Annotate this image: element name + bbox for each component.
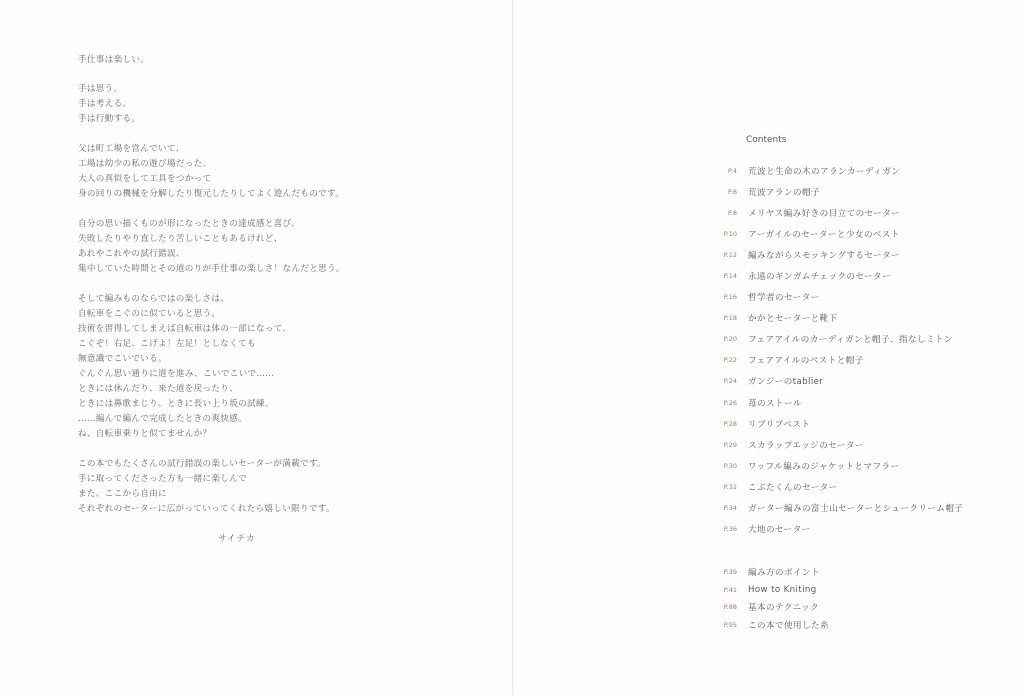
text-line: この本でもたくさんの試行錯誤の楽しいセーターが満載です。 [78,459,326,469]
toc-entry [703,455,963,476]
paragraph [78,142,344,202]
entry-title: 苺のストール [748,398,802,409]
toc-entry [703,329,963,350]
paragraph [78,53,149,68]
toc-entry [703,519,963,540]
text-line: ね、自転車乗りと似てませんか？ [78,429,212,439]
text-line: ときには休んだり、来た道を戻ったり、 [78,384,239,394]
toc-entry [703,616,829,634]
paragraph [78,217,345,277]
paragraph [78,292,291,442]
text-line: それぞれのセーターに広がっていってくれたら嬉しい限りです。 [78,504,335,514]
page-number: P.4 [727,166,737,175]
page-number: P.28 [723,419,737,428]
text-line: また、ここから自由に [78,489,167,499]
entry-title: ワッフル編みのジャケットとマフラー [748,461,900,472]
table-of-contents-extras [703,563,829,634]
page-number: P.41 [723,585,737,594]
text-line: そして編みものならではの楽しさは、 [78,294,230,304]
page-number: P.88 [723,603,737,612]
page-number: P.39 [723,567,737,576]
right-page [513,0,1024,695]
text-line: こぐぞ！右足、こげよ！左足！としなくても [78,339,256,349]
toc-entry [703,413,963,434]
text-line: 技術を習得してしまえば自転車は体の一部になって、 [78,324,292,334]
toc-entry [703,308,963,329]
entry-title: アーガイルのセーターと少女のベスト [748,229,900,240]
text-line: 自分の思い描くものが形になったときの達成感と喜び、 [78,219,301,229]
text-line: 手に取ってくださった方も一緒に楽しんで [78,474,247,484]
text-line: 自転車をこぐのに似ていると思う。 [78,309,221,319]
page-number: P.6 [727,187,737,196]
entry-title: 荒波と生命の木のアランカーディガン [748,166,901,177]
paragraph [78,457,335,517]
toc-entry [703,350,963,371]
page-number: P.24 [723,377,737,386]
text-line: 手仕事は楽しい。 [78,55,150,65]
text-line: ぐんぐん思い通りに道を進み、こいでこいで…… [78,369,275,379]
toc-entry [703,599,829,617]
entry-title: 編み方のポイント [748,567,820,578]
text-line: 手は行動する。 [78,114,141,124]
text-line: あれやこれやの試行錯誤、 [78,249,185,259]
page-number: P.22 [723,356,737,365]
page-number: P.14 [723,272,737,281]
toc-entry [703,498,963,519]
text-line: 手は思う。 [78,84,123,94]
entry-title: かかとセーターと靴下 [748,314,838,325]
page-number: P.26 [723,398,737,407]
text-line: 父は町工場を営んでいて、 [78,144,185,154]
page-number: P.36 [723,525,737,534]
toc-entry [703,244,963,265]
toc-entry [703,181,963,202]
page-number: P.16 [723,293,737,302]
text-line: 無意識でこいでいる。 [78,354,167,364]
text-line: 身の回りの機械を分解したり復元したりしてよく遊んだものです。 [78,189,345,199]
toc-entry [703,434,963,455]
entry-title: こぶたくんのセーター [748,482,838,493]
entry-title: メリヤス編み好きの目立てのセーター [748,208,901,219]
text-line: ……編んで編んで完成したときの爽快感。 [78,414,247,424]
toc-entry [703,476,963,497]
entry-title: リブリブベスト [748,419,811,430]
entry-title: ガンジーのtablier [748,377,824,388]
toc-entry [703,371,963,392]
entry-title: フェアアイルのベストと帽子 [748,356,864,367]
entry-title: この本で使用した糸 [748,621,829,632]
text-line: 大人の真似をして工具をつかって [78,174,212,184]
toc-entry [703,563,829,581]
entry-title: ガーター編みの富士山セーターとシュークリーム帽子 [748,504,964,515]
page-number: P.32 [723,482,737,491]
toc-entry [703,160,963,181]
page-number: P.20 [723,335,737,344]
entry-title: フェアアイルのカーディガンと帽子、指なしミトン [748,335,953,346]
text-line: 失敗したりやり直したり苦しいこともあるけれど、 [78,234,283,244]
page-number: P.10 [723,229,737,238]
toc-entry [703,202,963,223]
text-line: ときには鼻歌まじり、ときに長い上り坂の試練。 [78,399,274,409]
page-number: P.29 [723,440,737,449]
page-number: P.30 [723,461,737,470]
page-number: P.12 [723,250,737,259]
toc-entry [703,223,963,244]
entry-title: 荒波アランの帽子 [748,187,820,198]
toc-entry [703,392,963,413]
entry-title: 基本のテクニック [748,603,820,614]
toc-entry [703,265,963,286]
text-line: 集中していた時間とその道のりが手仕事の楽しさ！なんだと思う。 [78,264,345,274]
entry-title: 大地のセーター [748,525,811,536]
table-of-contents [703,160,963,540]
page-number: P.95 [723,621,737,630]
entry-title: 哲学者のセーター [748,293,820,304]
page-number: P.18 [723,314,737,323]
text-line: 工場は幼少の私の遊び場だった。 [78,159,212,169]
entry-title: 永遠のギンガムチェックのセーター [748,272,892,283]
toc-entry [703,581,829,599]
page-number: P.34 [723,504,737,513]
toc-entry [703,287,963,308]
entry-title: スカラップエッジのセーター [748,440,864,451]
entry-title: How to Kniting [748,584,817,595]
text-line: 手は考える。 [78,99,132,109]
entry-title: 編みながらスモッキングするセーター [748,250,901,261]
author-signature: サイチカ [218,534,256,544]
paragraph [78,82,140,127]
contents-title: Contents [746,135,787,145]
page-number: P.8 [727,208,737,217]
